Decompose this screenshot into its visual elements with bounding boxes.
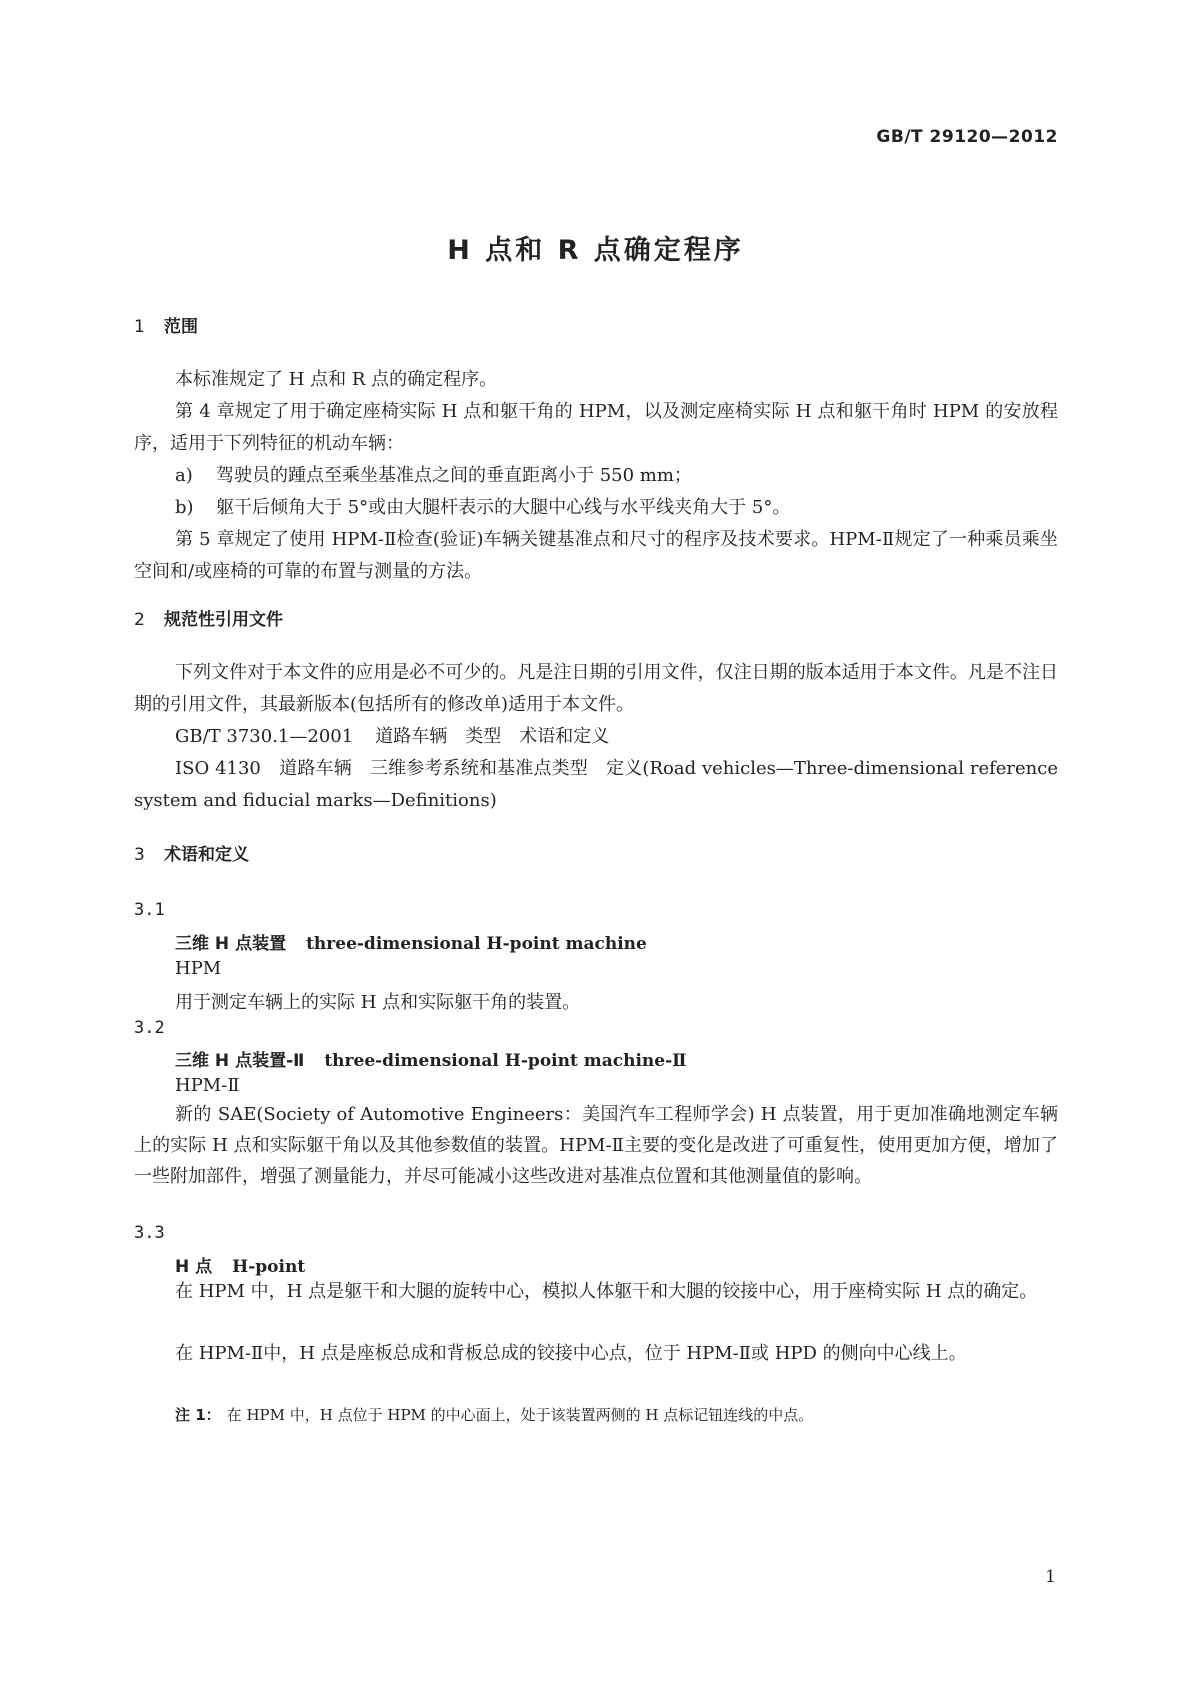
section-heading-scope (134, 312, 198, 337)
term-definition: 新的 SAE(Society of Automotive Engineers：美国汽车工程师学会) H 点装置，用于更加准确地测定车辆上的实际 H 点和实际躯干角以及其他参数值的装置。HPM-Ⅱ主要的变化是改进了可重复性，使用更加方便，增加了一些附加部件，增强了测量能力，并尽可能减小这些改进对基准点位置和其他测量值的影响。 (134, 1104, 1058, 1187)
list-text: 驾驶员的踵点至乘坐基准点之间的垂直距离小于 550 mm； (216, 465, 692, 486)
section-number: 2 (134, 610, 145, 630)
term-number: 3.1 (134, 900, 165, 920)
section-title: 术语和定义 (164, 845, 249, 865)
term-note (175, 1404, 813, 1425)
section-number: 1 (134, 317, 145, 337)
term-title (175, 929, 647, 954)
term-en: three-dimensional H-point machine (306, 934, 647, 954)
scope-paragraph-3: 第 5 章规定了使用 HPM-Ⅱ检查(验证)车辆关键基准点和尺寸的程序及技术要求。HPM-Ⅱ规定了一种乘员乘坐空间和/或座椅的可靠的布置与测量的方法。 (134, 529, 1058, 582)
scope-list-item-b (175, 492, 790, 524)
term-definition-1: 在 HPM 中，H 点是躯干和大腿的旋转中心，模拟人体躯干和大腿的铰接中心，用于座椅实际 H 点的确定。 (175, 1281, 1038, 1302)
term-abbreviation: HPM-Ⅱ (175, 1075, 240, 1096)
term-cn: 三维 H 点装置-Ⅱ (175, 1051, 305, 1071)
note-label: 注 1： (175, 1406, 221, 1424)
section-title: 规范性引用文件 (164, 610, 283, 630)
term-number: 3.3 (134, 1223, 165, 1243)
list-marker: a) (175, 465, 193, 486)
refs-intro-paragraph: 下列文件对于本文件的应用是必不可少的。凡是注日期的引用文件，仅注日期的版本适用于本文件。凡是不注日期的引用文件，其最新版本(包括所有的修改单)适用于本文件。 (134, 662, 1058, 715)
reference-code: GB/T 3730.1—2001 (175, 726, 354, 747)
term-number: 3.2 (134, 1018, 165, 1038)
list-text: 躯干后倾角大于 5°或由大腿杆表示的大腿中心线与水平线夹角大于 5°。 (216, 497, 791, 518)
document-title: H 点和 R 点确定程序 (447, 235, 744, 266)
term-title (175, 1252, 305, 1277)
term-en: H-point (232, 1257, 306, 1277)
list-marker: b) (175, 497, 194, 518)
page-number: 1 (1045, 1567, 1056, 1587)
term-cn: 三维 H 点装置 (175, 934, 287, 954)
note-text: 在 HPM 中，H 点位于 HPM 的中心面上，处于该装置两侧的 H 点标记钮连线的中点。 (226, 1406, 814, 1424)
reference-gb3730 (175, 721, 609, 753)
term-en: three-dimensional H-point machine-Ⅱ (324, 1051, 687, 1071)
scope-paragraph-1: 本标准规定了 H 点和 R 点的确定程序。 (175, 369, 498, 390)
term-definition: 用于测定车辆上的实际 H 点和实际躯干角的装置。 (175, 992, 581, 1013)
reference-title: 道路车辆 类型 术语和定义 (375, 726, 610, 747)
scope-paragraph-2: 第 4 章规定了用于确定座椅实际 H 点和躯干角的 HPM，以及测定座椅实际 H 点和躯干角时 HPM 的安放程序，适用于下列特征的机动车辆： (134, 401, 1058, 454)
term-cn: H 点 (175, 1257, 213, 1277)
reference-iso4130: ISO 4130 道路车辆 三维参考系统和基准点类型 定义(Road vehicles—Three-dimensional reference system and fiducial marks—Definitions) (134, 758, 1058, 811)
term-definition-2: 在 HPM-Ⅱ中，H 点是座板总成和背板总成的铰接中心点，位于 HPM-Ⅱ或 HPD 的侧向中心线上。 (175, 1343, 967, 1364)
standard-code: GB/T 29120—2012 (876, 127, 1058, 147)
section-title: 范围 (164, 317, 198, 337)
scope-list-item-a (175, 460, 692, 492)
section-heading-terms (134, 840, 249, 865)
section-number: 3 (134, 845, 145, 865)
term-abbreviation: HPM (175, 958, 222, 979)
section-heading-normative-references (134, 605, 283, 630)
term-title (175, 1046, 686, 1071)
